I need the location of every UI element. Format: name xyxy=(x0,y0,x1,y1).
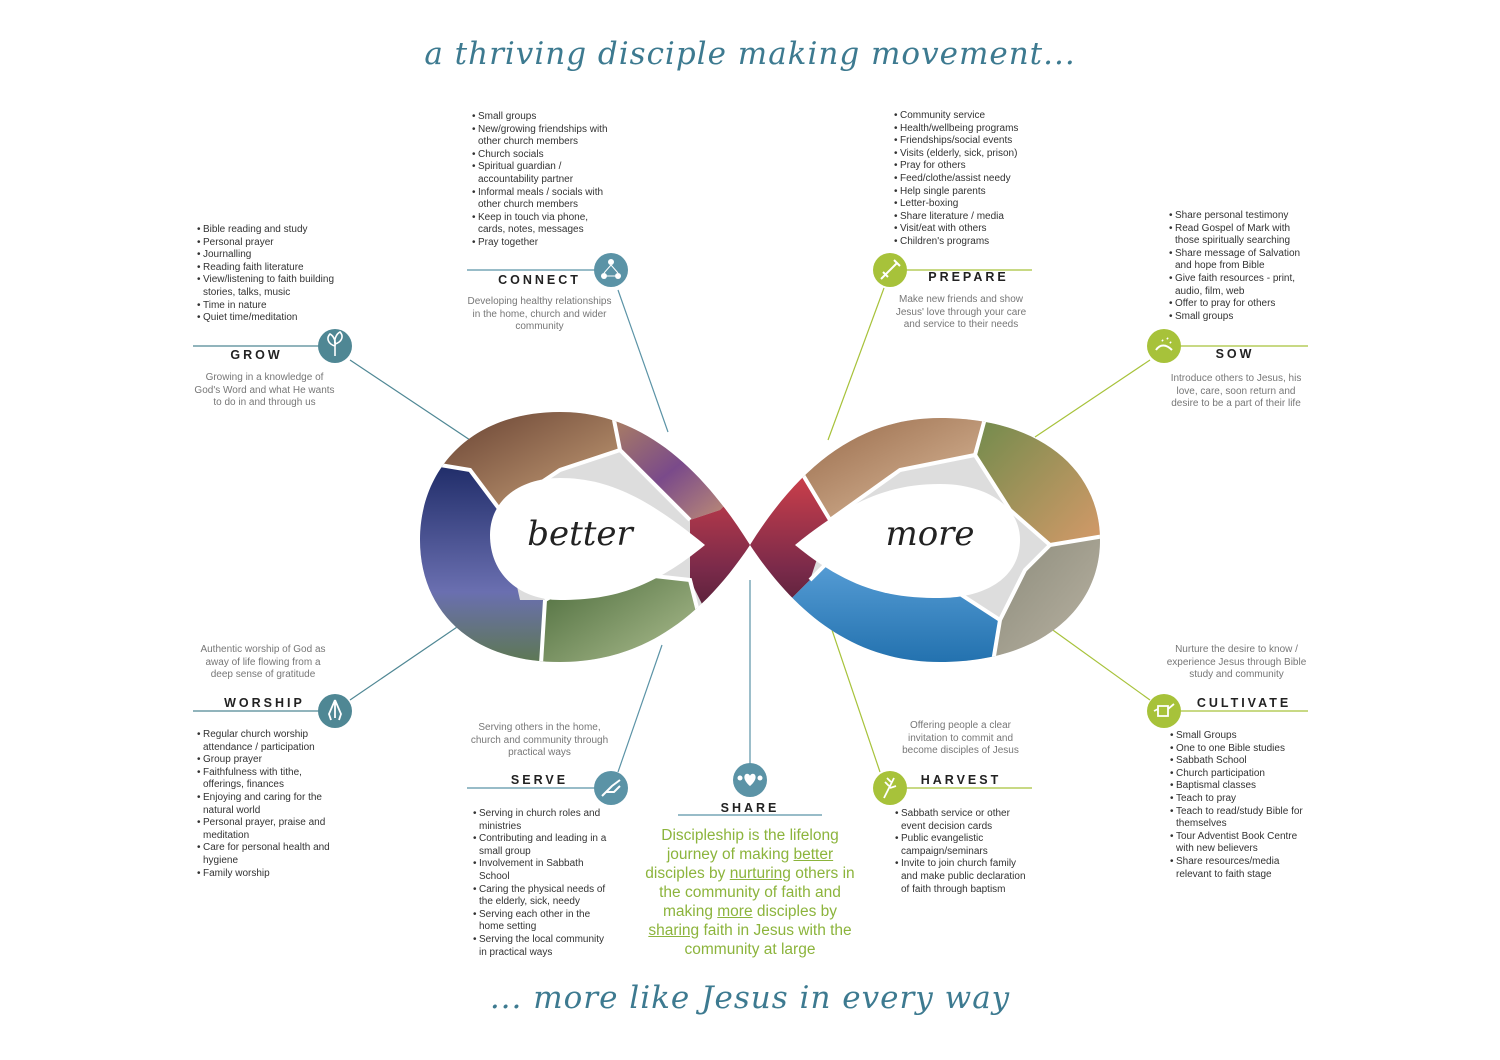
worship-list-item: • Family worship xyxy=(197,868,337,881)
sow-list-item: • Share message of Salvation and hope from Bible xyxy=(1169,248,1309,273)
prepare-list-item: • Feed/clothe/assist needy xyxy=(894,173,1039,186)
cultivate-list-item: • Share resources/media relevant to faith stage xyxy=(1170,856,1310,881)
worship-list-item: • Faithfulness with tithe, offerings, finances xyxy=(197,767,337,792)
share-statement-keyword: better xyxy=(793,846,834,863)
share-statement-part: Discipleship is the lifelong journey of making xyxy=(661,827,839,863)
prepare-list-item: • Pray for others xyxy=(894,160,1039,173)
connect-list-item: • Pray together xyxy=(472,237,612,250)
harvest-list-item: • Sabbath service or other event decision cards xyxy=(895,808,1033,833)
cultivate-list-item: • Teach to pray xyxy=(1170,793,1310,806)
prepare-connector xyxy=(828,288,884,440)
cultivate-list-item: • Baptismal classes xyxy=(1170,780,1310,793)
cultivate-list-item: • One to one Bible studies xyxy=(1170,743,1310,756)
connect-list-item: • New/growing friendships with other church members xyxy=(472,124,612,149)
prepare-description: Make new friends and show Jesus' love through your care and service to their needs xyxy=(895,294,1027,331)
grow-description: Growing in a knowledge of God's Word and what He wants to do in and through us xyxy=(194,372,335,409)
harvest-list xyxy=(895,808,1033,896)
prepare-list-item: • Share literature / media xyxy=(894,211,1039,224)
worship-list-item: • Enjoying and caring for the natural world xyxy=(197,792,337,817)
cultivate-list-item: • Church participation xyxy=(1170,768,1310,781)
sow-connector xyxy=(1035,360,1150,437)
grow-title: GROW xyxy=(230,348,283,362)
serve-list-item: • Serving in church roles and ministries xyxy=(473,808,613,833)
prepare-list-item: • Visits (elderly, sick, prison) xyxy=(894,148,1039,161)
cultivate-description: Nurture the desire to know / experience Jesus through Bible study and community xyxy=(1166,644,1307,681)
worship-description: Authentic worship of God as away of life flowing from a deep sense of gratitude xyxy=(200,644,326,681)
cultivate-connector xyxy=(1050,628,1150,700)
prepare-list-item: • Letter-boxing xyxy=(894,198,1039,211)
serve-list-item: • Involvement in Sabbath School xyxy=(473,858,613,883)
share-statement xyxy=(640,826,860,959)
grow-list-item: • View/listening to faith building stories, talks, music xyxy=(197,274,347,299)
serve-list-item: • Contributing and leading in a small group xyxy=(473,833,613,858)
connect-list-item: • Spiritual guardian / accountability partner xyxy=(472,161,612,186)
worship-list-item: • Personal prayer, praise and meditation xyxy=(197,817,337,842)
connect-list-item: • Keep in touch via phone, cards, notes, messages xyxy=(472,212,612,237)
worship-list-item: • Group prayer xyxy=(197,754,337,767)
share-statement-keyword: nurturing xyxy=(729,865,791,882)
prepare-list-item: • Community service xyxy=(894,110,1039,123)
harvest-title: HARVEST xyxy=(920,773,1002,787)
page-title: a thriving disciple making movement... xyxy=(424,36,1076,72)
prepare-list-item: • Friendships/social events xyxy=(894,135,1039,148)
serve-description: Serving others in the home, church and community through practical ways xyxy=(470,722,609,759)
worship-connector xyxy=(350,623,463,700)
cultivate-list-item: • Tour Adventist Book Centre with new believers xyxy=(1170,831,1310,856)
grow-list-item: • Time in nature xyxy=(197,300,347,313)
connect-list-item: • Informal meals / socials with other church members xyxy=(472,187,612,212)
grow-list xyxy=(197,224,347,325)
cultivate-title: CULTIVATE xyxy=(1196,696,1292,710)
serve-list-item: • Serving the local community in practical ways xyxy=(473,934,613,959)
cultivate-list-item: • Teach to read/study Bible for themselves xyxy=(1170,806,1310,831)
watering-can-icon xyxy=(1147,694,1181,728)
share-statement-part: faith in Jesus with the community at large xyxy=(684,922,852,958)
serve-list-item: • Serving each other in the home setting xyxy=(473,909,613,934)
connect-description: Developing healthy relationships in the home, church and wider community xyxy=(467,296,612,333)
share-statement-keyword: sharing xyxy=(648,922,700,939)
cultivate-list-item: • Sabbath School xyxy=(1170,755,1310,768)
share-statement-part: others in the community of faith and making xyxy=(659,865,855,920)
connect-list-item: • Church socials xyxy=(472,149,612,162)
sow-list-item: • Give faith resources - print, audio, film, web xyxy=(1169,273,1309,298)
grow-list-item: • Personal prayer xyxy=(197,237,347,250)
connector-lines xyxy=(193,270,1308,815)
sow-description: Introduce others to Jesus, his love, care, soon return and desire to be a part of their life xyxy=(1170,373,1302,410)
harvest-list-item: • Invite to join church family and make public declaration of faith through baptism xyxy=(895,858,1033,896)
center-word-more: more xyxy=(885,514,975,554)
cultivate-list xyxy=(1170,730,1310,881)
share-statement-part: disciples by xyxy=(752,903,838,920)
sow-title: SOW xyxy=(1215,347,1255,361)
sow-list xyxy=(1169,210,1309,323)
sow-list-item: • Offer to pray for others xyxy=(1169,298,1309,311)
serve-list-item: • Caring the physical needs of the elderly, sick, needy xyxy=(473,884,613,909)
serve-connector xyxy=(618,645,662,772)
prepare-list-item: • Children's programs xyxy=(894,236,1039,249)
harvest-description: Offering people a clear invitation to commit and become disciples of Jesus xyxy=(902,720,1019,757)
worship-list-item: • Care for personal health and hygiene xyxy=(197,842,337,867)
prepare-title: PREPARE xyxy=(928,270,1009,284)
harvest-connector xyxy=(832,630,880,772)
serve-list xyxy=(473,808,613,959)
grow-list-item: • Journalling xyxy=(197,249,347,262)
sow-list-item: • Read Gospel of Mark with those spiritually searching xyxy=(1169,223,1309,248)
sow-list-item: • Share personal testimony xyxy=(1169,210,1309,223)
sow-list-item: • Small groups xyxy=(1169,311,1309,324)
prepare-list-item: • Visit/eat with others xyxy=(894,223,1039,236)
harvest-list-item: • Public evangelistic campaign/seminars xyxy=(895,833,1033,858)
connect-list-item: • Small groups xyxy=(472,111,612,124)
grow-connector xyxy=(350,360,470,440)
connect-title: CONNECT xyxy=(498,273,581,287)
grow-list-item: • Bible reading and study xyxy=(197,224,347,237)
share-statement-keyword: more xyxy=(717,903,753,920)
prepare-list-item: • Health/wellbeing programs xyxy=(894,123,1039,136)
grow-list-item: • Quiet time/meditation xyxy=(197,312,347,325)
worship-list-item: • Regular church worship attendance / participation xyxy=(197,729,337,754)
worship-title: WORSHIP xyxy=(224,696,305,710)
share-statement-part: disciples by xyxy=(645,865,730,882)
page-footer: ... more like Jesus in every way xyxy=(489,980,1011,1016)
worship-list xyxy=(197,729,337,880)
prepare-list xyxy=(894,110,1039,249)
serve-title: SERVE xyxy=(510,773,569,787)
grow-list-item: • Reading faith literature xyxy=(197,262,347,275)
connect-list xyxy=(472,111,612,250)
connect-connector xyxy=(618,290,668,432)
center-word-better: better xyxy=(527,514,633,554)
cultivate-list-item: • Small Groups xyxy=(1170,730,1310,743)
share-title: SHARE xyxy=(720,801,780,815)
prepare-list-item: • Help single parents xyxy=(894,186,1039,199)
